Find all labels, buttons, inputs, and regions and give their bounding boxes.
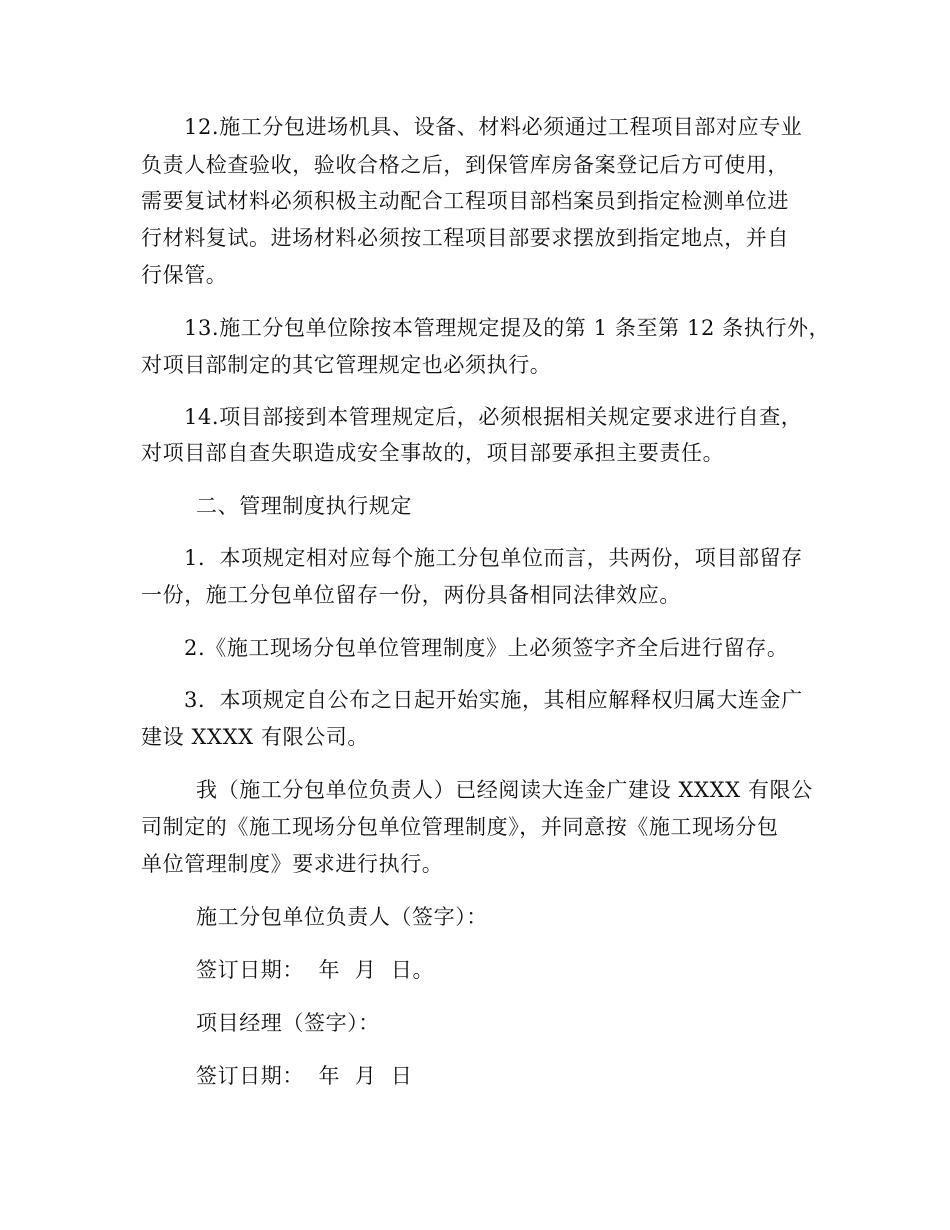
section-heading: 二、管理制度执行规定 [196,494,412,518]
declaration-line-2: 司制定的《施工现场分包单位管理制度》，并同意按《施工现场分包 [141,815,779,839]
subcontractor-signature-label: 施工分包单位负责人（签字）： [196,905,488,929]
item-13-line-1: 13.施工分包单位除按本管理规定提及的第 1 条至第 12 条执行外， [184,316,831,340]
rule-3-line-1: 3．本项规定自公布之日起开始实施，其相应解释权归属大连金广 [184,688,803,712]
item-12-line-2: 负责人检查验收，验收合格之后，到保管库房备案登记后方可使用， [141,153,789,177]
item-14-line-1: 14.项目部接到本管理规定后，必须根据相关规定要求进行自查， [184,405,803,429]
rule-3-line-2: 建设 XXXX 有限公司。 [141,725,369,749]
declaration-line-1: 我（施工分包单位负责人）已经阅读大连金广建设 XXXX 有限公 [196,778,813,802]
item-14-line-2: 对项目部自查失职造成安全事故的，项目部要承担主要责任。 [141,441,725,465]
item-12-line-5: 行保管。 [141,263,228,287]
sign-date-2: 签订日期： 年 月 日 [196,1064,413,1088]
declaration-line-3: 单位管理制度》要求进行执行。 [141,852,444,876]
rule-2-line-1: 2.《施工现场分包单位管理制度》上必须签字齐全后进行留存。 [184,636,789,660]
rule-1-line-1: 1．本项规定相对应每个施工分包单位而言，共两份，项目部留存 [184,546,803,570]
item-13-line-2: 对项目部制定的其它管理规定也必须执行。 [141,353,552,377]
item-12-line-3: 需要复试材料必须积极主动配合工程项目部档案员到指定检测单位进 [141,189,789,213]
item-12-line-1: 12.施工分包进场机具、设备、材料必须通过工程项目部对应专业 [184,115,803,139]
rule-1-line-2: 一份，施工分包单位留存一份，两份具备相同法律效应。 [141,583,681,607]
item-12-line-4: 行材料复试。进场材料必须按工程项目部要求摆放到指定地点，并自 [141,226,789,250]
sign-date-1: 签订日期： 年 月 日。 [196,958,435,982]
project-manager-signature-label: 项目经理（签字）： [196,1011,380,1035]
